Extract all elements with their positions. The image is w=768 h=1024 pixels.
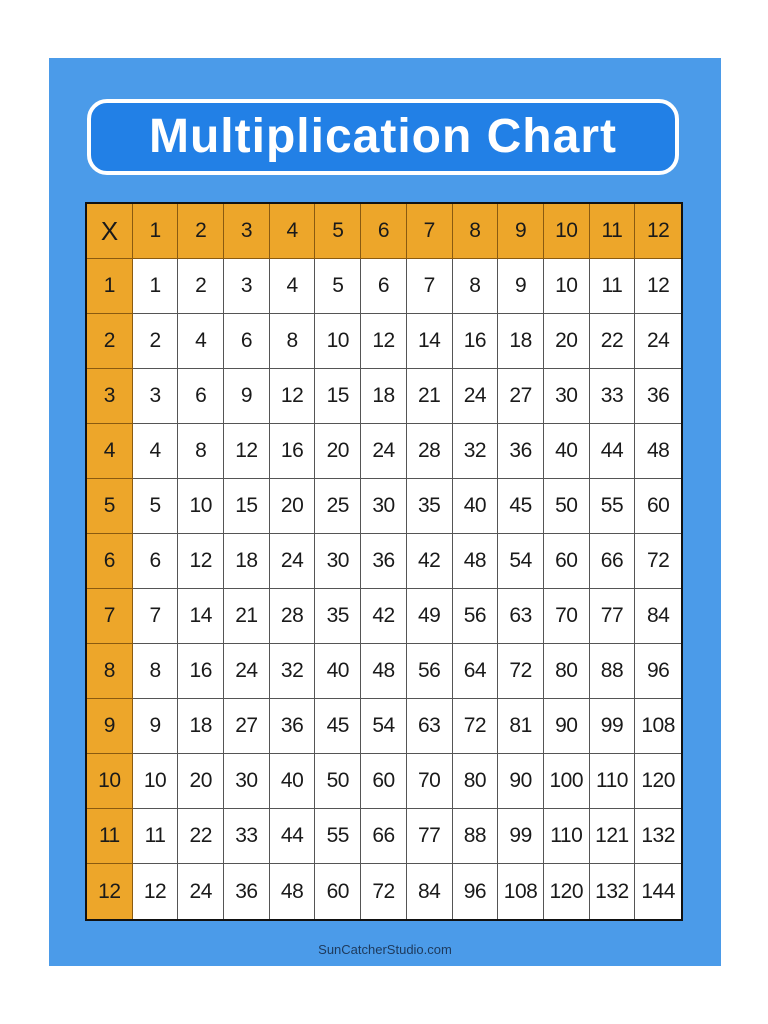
product-cell: 81 bbox=[498, 699, 544, 754]
corner-symbol: X bbox=[87, 204, 133, 259]
row-header: 5 bbox=[87, 479, 133, 534]
product-cell: 12 bbox=[635, 259, 681, 314]
product-cell: 20 bbox=[315, 424, 361, 479]
product-cell: 5 bbox=[315, 259, 361, 314]
product-cell: 50 bbox=[315, 754, 361, 809]
product-cell: 6 bbox=[133, 534, 179, 589]
product-cell: 6 bbox=[361, 259, 407, 314]
product-cell: 24 bbox=[224, 644, 270, 699]
column-header: 4 bbox=[270, 204, 316, 259]
product-cell: 24 bbox=[178, 864, 224, 919]
product-cell: 21 bbox=[224, 589, 270, 644]
product-cell: 5 bbox=[133, 479, 179, 534]
chart-sheet bbox=[49, 58, 721, 966]
product-cell: 11 bbox=[133, 809, 179, 864]
product-cell: 12 bbox=[361, 314, 407, 369]
product-cell: 24 bbox=[361, 424, 407, 479]
product-cell: 6 bbox=[224, 314, 270, 369]
product-cell: 4 bbox=[270, 259, 316, 314]
product-cell: 45 bbox=[315, 699, 361, 754]
product-cell: 35 bbox=[315, 589, 361, 644]
product-cell: 99 bbox=[590, 699, 636, 754]
product-cell: 36 bbox=[635, 369, 681, 424]
product-cell: 120 bbox=[544, 864, 590, 919]
product-cell: 8 bbox=[178, 424, 224, 479]
product-cell: 80 bbox=[453, 754, 499, 809]
product-cell: 12 bbox=[178, 534, 224, 589]
product-cell: 24 bbox=[453, 369, 499, 424]
product-cell: 16 bbox=[270, 424, 316, 479]
product-cell: 100 bbox=[544, 754, 590, 809]
product-cell: 66 bbox=[361, 809, 407, 864]
product-cell: 36 bbox=[361, 534, 407, 589]
product-cell: 11 bbox=[590, 259, 636, 314]
product-cell: 63 bbox=[407, 699, 453, 754]
product-cell: 132 bbox=[635, 809, 681, 864]
product-cell: 4 bbox=[133, 424, 179, 479]
row-header: 12 bbox=[87, 864, 133, 919]
product-cell: 4 bbox=[178, 314, 224, 369]
product-cell: 49 bbox=[407, 589, 453, 644]
product-cell: 18 bbox=[361, 369, 407, 424]
row-header: 3 bbox=[87, 369, 133, 424]
row-header: 10 bbox=[87, 754, 133, 809]
product-cell: 132 bbox=[590, 864, 636, 919]
column-header: 8 bbox=[453, 204, 499, 259]
product-cell: 32 bbox=[270, 644, 316, 699]
product-cell: 77 bbox=[407, 809, 453, 864]
product-cell: 48 bbox=[453, 534, 499, 589]
product-cell: 72 bbox=[498, 644, 544, 699]
product-cell: 54 bbox=[361, 699, 407, 754]
product-cell: 60 bbox=[361, 754, 407, 809]
product-cell: 30 bbox=[361, 479, 407, 534]
product-cell: 12 bbox=[224, 424, 270, 479]
product-cell: 90 bbox=[544, 699, 590, 754]
column-header: 12 bbox=[635, 204, 681, 259]
product-cell: 7 bbox=[407, 259, 453, 314]
product-cell: 70 bbox=[407, 754, 453, 809]
product-cell: 28 bbox=[407, 424, 453, 479]
product-cell: 108 bbox=[635, 699, 681, 754]
product-cell: 24 bbox=[635, 314, 681, 369]
product-cell: 20 bbox=[178, 754, 224, 809]
product-cell: 27 bbox=[224, 699, 270, 754]
product-cell: 33 bbox=[590, 369, 636, 424]
row-header: 1 bbox=[87, 259, 133, 314]
product-cell: 16 bbox=[178, 644, 224, 699]
product-cell: 36 bbox=[224, 864, 270, 919]
product-cell: 55 bbox=[315, 809, 361, 864]
product-cell: 10 bbox=[544, 259, 590, 314]
product-cell: 144 bbox=[635, 864, 681, 919]
column-header: 9 bbox=[498, 204, 544, 259]
product-cell: 30 bbox=[544, 369, 590, 424]
product-cell: 33 bbox=[224, 809, 270, 864]
product-cell: 70 bbox=[544, 589, 590, 644]
product-cell: 36 bbox=[270, 699, 316, 754]
product-cell: 42 bbox=[407, 534, 453, 589]
column-header: 6 bbox=[361, 204, 407, 259]
product-cell: 21 bbox=[407, 369, 453, 424]
product-cell: 15 bbox=[315, 369, 361, 424]
product-cell: 55 bbox=[590, 479, 636, 534]
product-cell: 18 bbox=[224, 534, 270, 589]
product-cell: 36 bbox=[498, 424, 544, 479]
row-header: 9 bbox=[87, 699, 133, 754]
product-cell: 90 bbox=[498, 754, 544, 809]
product-cell: 72 bbox=[453, 699, 499, 754]
product-cell: 84 bbox=[407, 864, 453, 919]
product-cell: 96 bbox=[453, 864, 499, 919]
product-cell: 35 bbox=[407, 479, 453, 534]
column-header: 5 bbox=[315, 204, 361, 259]
product-cell: 8 bbox=[453, 259, 499, 314]
product-cell: 40 bbox=[453, 479, 499, 534]
product-cell: 1 bbox=[133, 259, 179, 314]
product-cell: 56 bbox=[453, 589, 499, 644]
product-cell: 77 bbox=[590, 589, 636, 644]
product-cell: 50 bbox=[544, 479, 590, 534]
product-cell: 22 bbox=[590, 314, 636, 369]
product-cell: 44 bbox=[590, 424, 636, 479]
product-cell: 48 bbox=[270, 864, 316, 919]
product-cell: 99 bbox=[498, 809, 544, 864]
column-header: 7 bbox=[407, 204, 453, 259]
product-cell: 54 bbox=[498, 534, 544, 589]
product-cell: 10 bbox=[133, 754, 179, 809]
product-cell: 45 bbox=[498, 479, 544, 534]
product-cell: 9 bbox=[498, 259, 544, 314]
product-cell: 63 bbox=[498, 589, 544, 644]
product-cell: 40 bbox=[270, 754, 316, 809]
column-header: 1 bbox=[133, 204, 179, 259]
product-cell: 18 bbox=[178, 699, 224, 754]
product-cell: 20 bbox=[544, 314, 590, 369]
row-header: 8 bbox=[87, 644, 133, 699]
product-cell: 32 bbox=[453, 424, 499, 479]
product-cell: 8 bbox=[270, 314, 316, 369]
product-cell: 121 bbox=[590, 809, 636, 864]
product-cell: 24 bbox=[270, 534, 316, 589]
product-cell: 14 bbox=[178, 589, 224, 644]
product-cell: 72 bbox=[635, 534, 681, 589]
product-cell: 20 bbox=[270, 479, 316, 534]
product-cell: 88 bbox=[590, 644, 636, 699]
product-cell: 88 bbox=[453, 809, 499, 864]
product-cell: 3 bbox=[133, 369, 179, 424]
product-cell: 12 bbox=[133, 864, 179, 919]
product-cell: 40 bbox=[315, 644, 361, 699]
column-header: 2 bbox=[178, 204, 224, 259]
product-cell: 56 bbox=[407, 644, 453, 699]
product-cell: 30 bbox=[224, 754, 270, 809]
product-cell: 44 bbox=[270, 809, 316, 864]
product-cell: 96 bbox=[635, 644, 681, 699]
product-cell: 60 bbox=[544, 534, 590, 589]
product-cell: 72 bbox=[361, 864, 407, 919]
product-cell: 25 bbox=[315, 479, 361, 534]
row-header: 6 bbox=[87, 534, 133, 589]
column-header: 11 bbox=[590, 204, 636, 259]
product-cell: 66 bbox=[590, 534, 636, 589]
column-header: 10 bbox=[544, 204, 590, 259]
footer-credit: SunCatcherStudio.com bbox=[318, 942, 452, 957]
product-cell: 6 bbox=[178, 369, 224, 424]
product-cell: 60 bbox=[315, 864, 361, 919]
product-cell: 30 bbox=[315, 534, 361, 589]
product-cell: 9 bbox=[224, 369, 270, 424]
product-cell: 110 bbox=[544, 809, 590, 864]
product-cell: 120 bbox=[635, 754, 681, 809]
title-banner bbox=[87, 99, 679, 175]
row-header: 11 bbox=[87, 809, 133, 864]
product-cell: 15 bbox=[224, 479, 270, 534]
product-cell: 80 bbox=[544, 644, 590, 699]
product-cell: 12 bbox=[270, 369, 316, 424]
product-cell: 16 bbox=[453, 314, 499, 369]
product-cell: 22 bbox=[178, 809, 224, 864]
product-cell: 14 bbox=[407, 314, 453, 369]
product-cell: 28 bbox=[270, 589, 316, 644]
product-cell: 27 bbox=[498, 369, 544, 424]
product-cell: 10 bbox=[178, 479, 224, 534]
product-cell: 7 bbox=[133, 589, 179, 644]
product-cell: 42 bbox=[361, 589, 407, 644]
product-cell: 108 bbox=[498, 864, 544, 919]
column-header: 3 bbox=[224, 204, 270, 259]
product-cell: 10 bbox=[315, 314, 361, 369]
product-cell: 84 bbox=[635, 589, 681, 644]
product-cell: 48 bbox=[361, 644, 407, 699]
chart-title: Multiplication Chart bbox=[149, 110, 617, 163]
product-cell: 9 bbox=[133, 699, 179, 754]
product-cell: 8 bbox=[133, 644, 179, 699]
product-cell: 110 bbox=[590, 754, 636, 809]
product-cell: 40 bbox=[544, 424, 590, 479]
product-cell: 3 bbox=[224, 259, 270, 314]
multiplication-grid bbox=[85, 202, 683, 921]
product-cell: 18 bbox=[498, 314, 544, 369]
product-cell: 2 bbox=[133, 314, 179, 369]
product-cell: 64 bbox=[453, 644, 499, 699]
row-header: 2 bbox=[87, 314, 133, 369]
row-header: 4 bbox=[87, 424, 133, 479]
product-cell: 60 bbox=[635, 479, 681, 534]
product-cell: 48 bbox=[635, 424, 681, 479]
row-header: 7 bbox=[87, 589, 133, 644]
product-cell: 2 bbox=[178, 259, 224, 314]
